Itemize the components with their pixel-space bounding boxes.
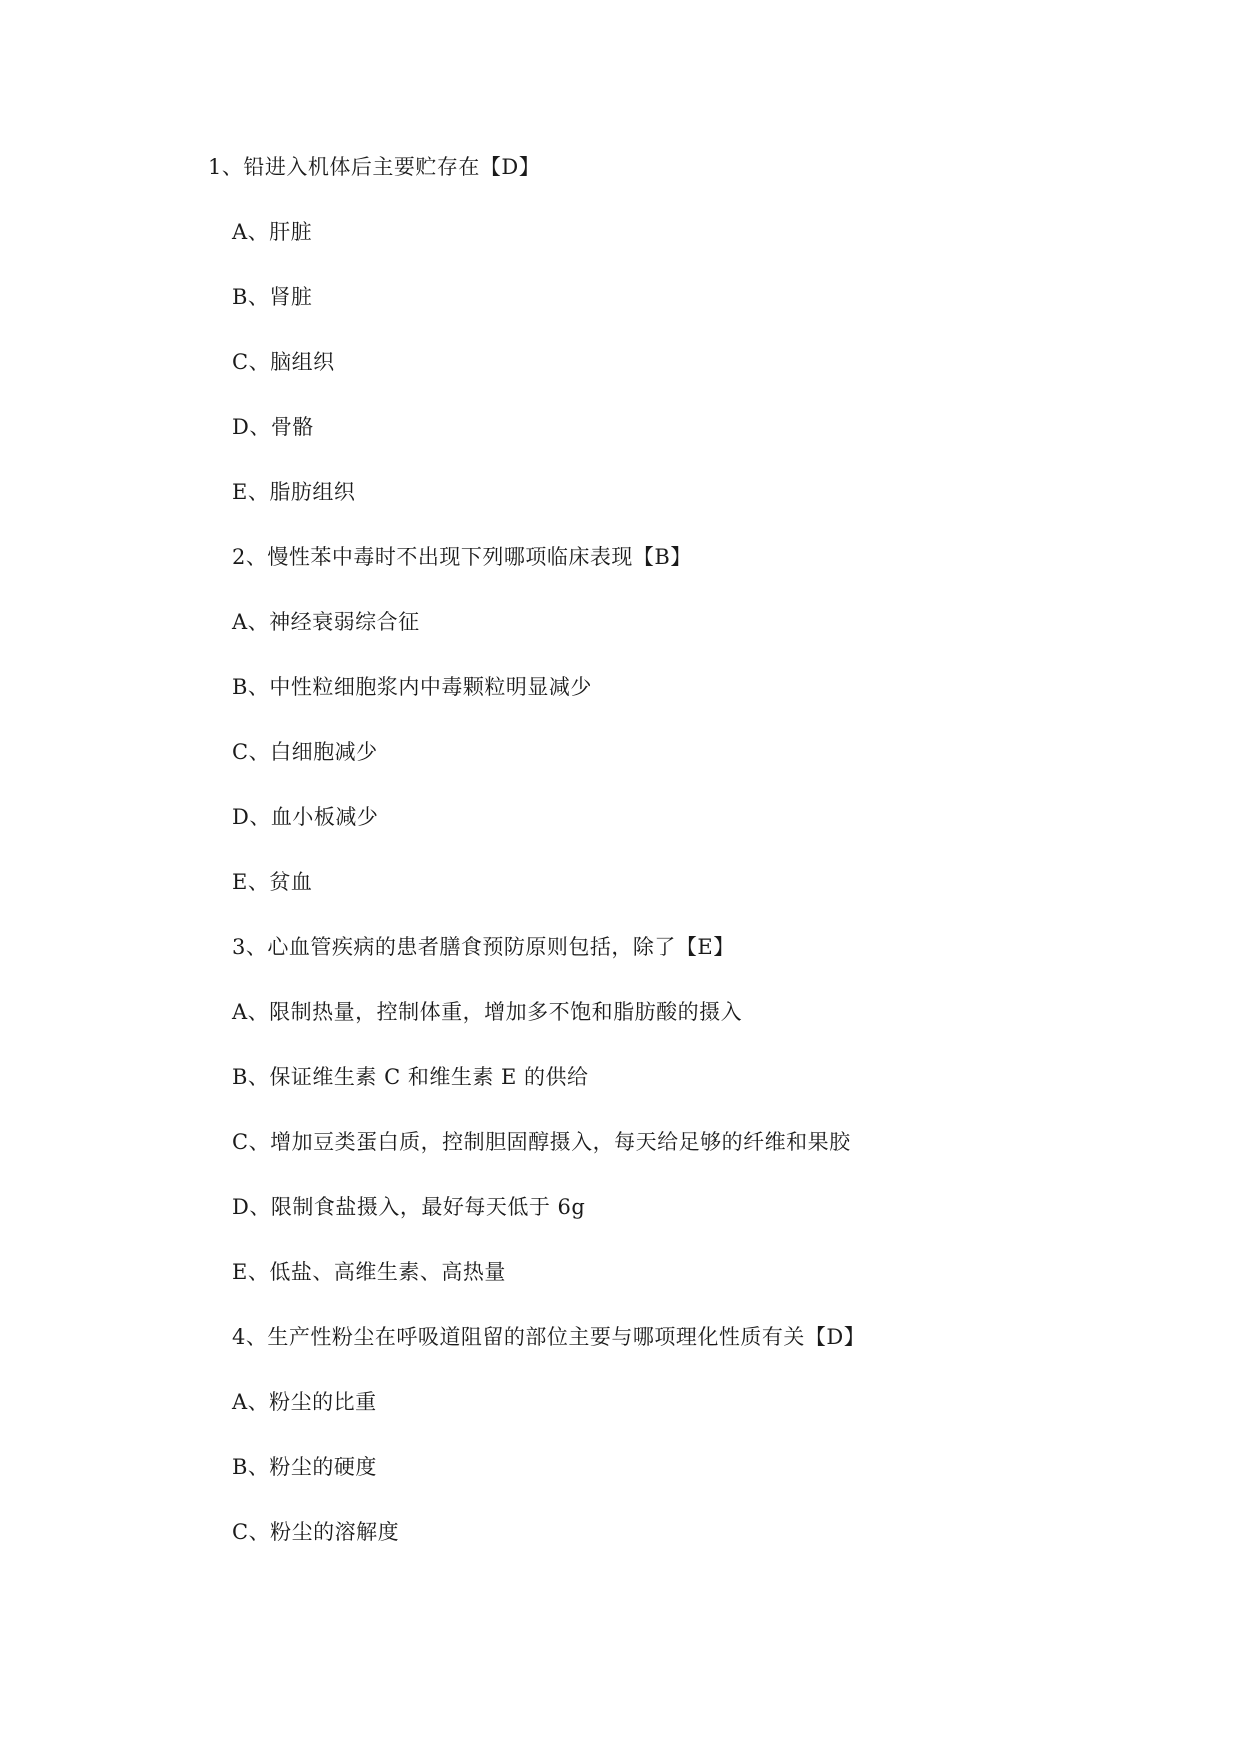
- question-3-option-d: D、限制食盐摄入，最好每天低于 6g: [232, 1195, 586, 1219]
- question-1-option-e: E、脂肪组织: [232, 480, 356, 504]
- question-4-option-c: C、粉尘的溶解度: [232, 1520, 400, 1544]
- question-3-option-b: B、保证维生素 C 和维生素 E 的供给: [232, 1065, 589, 1089]
- question-1-option-b: B、肾脏: [232, 285, 313, 309]
- question-2-option-b: B、中性粒细胞浆内中毒颗粒明显减少: [232, 675, 592, 699]
- question-2-option-a: A、神经衰弱综合征: [232, 610, 420, 634]
- question-1-option-d: D、骨骼: [232, 415, 314, 439]
- question-2-option-c: C、白细胞减少: [232, 740, 378, 764]
- question-3-option-a: A、限制热量，控制体重，增加多不饱和脂肪酸的摄入: [232, 1000, 743, 1024]
- question-1-stem: 1、铅进入机体后主要贮存在【D】: [208, 155, 541, 179]
- question-2-stem: 2、慢性苯中毒时不出现下列哪项临床表现【B】: [232, 545, 692, 569]
- question-4-option-b: B、粉尘的硬度: [232, 1455, 377, 1479]
- question-4-stem: 4、生产性粉尘在呼吸道阻留的部位主要与哪项理化性质有关【D】: [232, 1325, 866, 1349]
- question-2-option-d: D、血小板减少: [232, 805, 379, 829]
- question-1-option-c: C、脑组织: [232, 350, 335, 374]
- question-3-option-c: C、增加豆类蛋白质，控制胆固醇摄入，每天给足够的纤维和果胶: [232, 1130, 851, 1154]
- question-4-option-a: A、粉尘的比重: [232, 1390, 377, 1414]
- question-3-option-e: E、低盐、高维生素、高热量: [232, 1260, 506, 1284]
- question-3-stem: 3、心血管疾病的患者膳食预防原则包括，除了【E】: [232, 935, 735, 959]
- question-1-option-a: A、肝脏: [232, 220, 313, 244]
- question-2-option-e: E、贫血: [232, 870, 313, 894]
